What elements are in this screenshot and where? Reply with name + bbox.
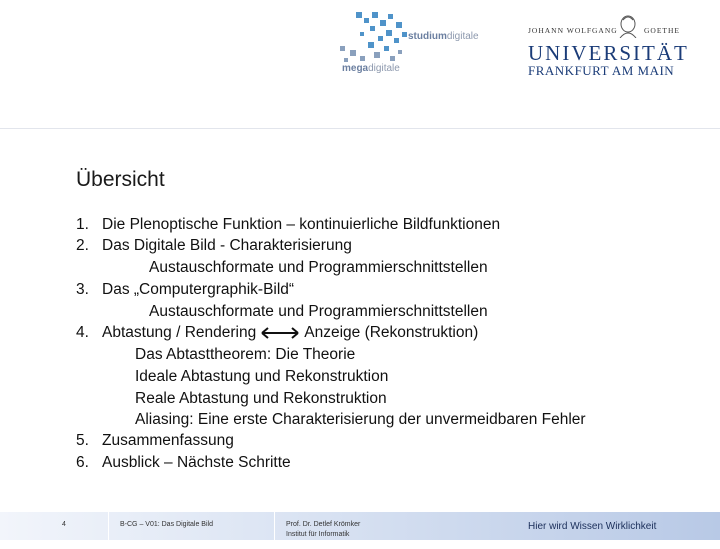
item-text: Zusammenfassung: [102, 432, 234, 449]
item-text-before: Abtastung / Rendering: [102, 324, 257, 341]
university-name: UNIVERSITÄT: [528, 41, 689, 65]
university-location: FRANKFURT AM MAIN: [528, 63, 675, 78]
slide-title: Übersicht: [76, 168, 165, 191]
list-subitem: Austauschformate und Programmierschnittstellen: [149, 259, 488, 276]
list-subitem: Reale Abtastung und Rekonstruktion: [135, 390, 387, 407]
item-text-after: Anzeige (Rekonstruktion): [304, 324, 479, 341]
header-band: [0, 0, 720, 129]
item-text: Die Plenoptische Funktion – kontinuierliche Bildfunktionen: [102, 216, 501, 233]
university-name-line1-right: GOETHE: [644, 26, 680, 35]
item-number: 2.: [76, 237, 89, 254]
page-number: 4: [62, 521, 66, 528]
list-subitem: Das Abtasttheorem: Die Theorie: [135, 346, 356, 363]
author-info: [286, 520, 360, 548]
author-name: Prof. Dr. Detlef Krömker: [286, 521, 361, 528]
item-number: 5.: [76, 432, 89, 449]
course-label: B-CG – V01: Das Digitale Bild: [120, 521, 213, 528]
item-number: 6.: [76, 454, 89, 471]
footer-divider: [274, 512, 275, 540]
list-subitem: Austauschformate und Programmierschnittstellen: [149, 303, 488, 320]
double-arrow-icon: [260, 327, 300, 339]
item-text: Ausblick – Nächste Schritte: [102, 454, 291, 471]
megadigitale-wordmark: megadigitale: [342, 63, 400, 74]
list-subitem: Aliasing: Eine erste Charakterisierung der unvermeidbaren Fehler: [135, 411, 586, 428]
item-text: Das „Computergraphik-Bild“: [102, 281, 295, 298]
footer-bar: [0, 512, 720, 540]
footer-divider: [108, 512, 109, 540]
university-logo: [528, 14, 708, 80]
studiumdigitale-wordmark: studiumdigitale: [408, 31, 479, 42]
item-text: Das Digitale Bild - Charakterisierung: [102, 237, 352, 254]
goethe-portrait-icon: [616, 14, 640, 38]
item-number: 4.: [76, 324, 89, 341]
author-institute: Institut für Informatik: [286, 531, 350, 538]
item-number: 1.: [76, 216, 89, 233]
item-number: 3.: [76, 281, 89, 298]
item-text: [102, 322, 478, 343]
list-subitem: Ideale Abtastung und Rekonstruktion: [135, 368, 389, 385]
university-slogan: Hier wird Wissen Wirklichkeit: [528, 521, 657, 532]
studiumdigitale-logo: [330, 6, 490, 78]
university-name-line1: JOHANN WOLFGANG: [528, 26, 618, 35]
